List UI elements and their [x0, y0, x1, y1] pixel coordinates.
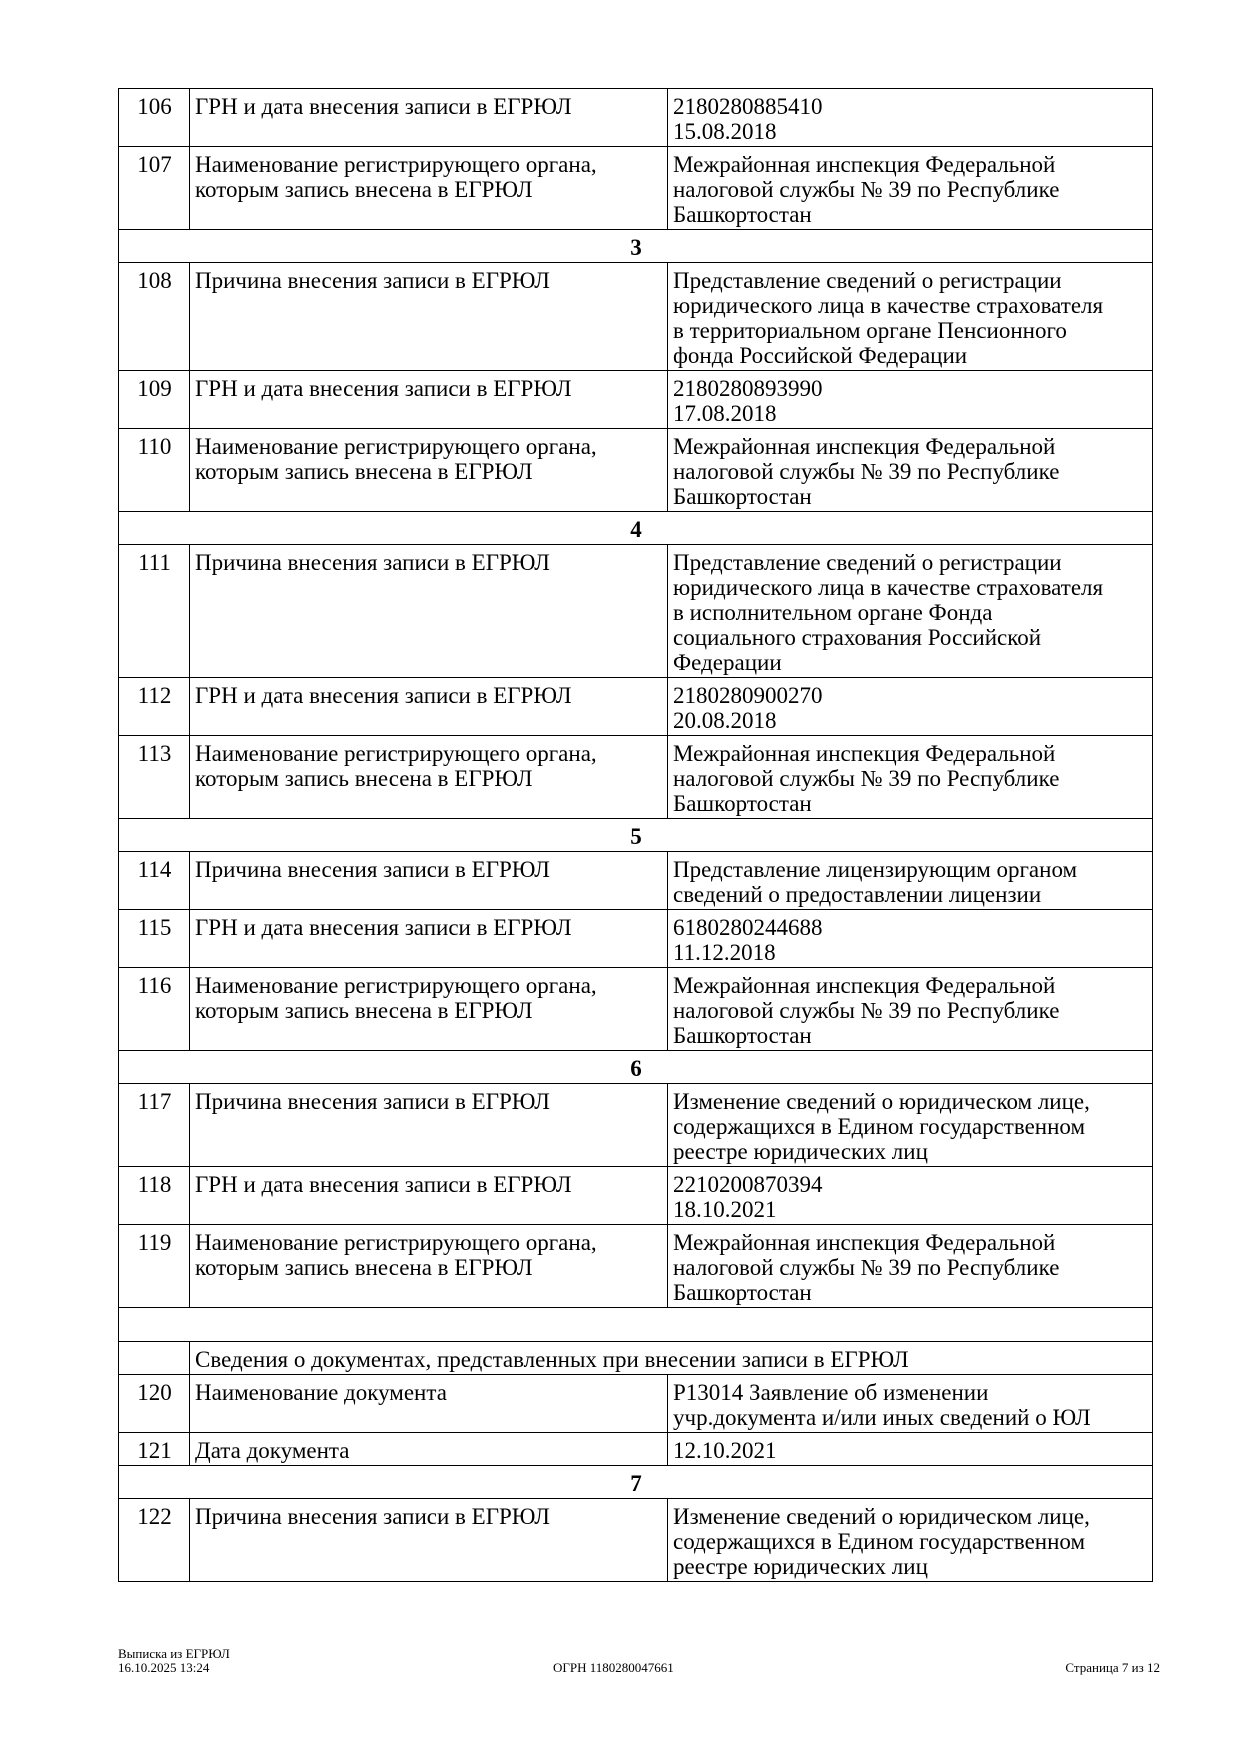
- field-value-line: Изменение сведений о юридическом лице,: [673, 1089, 1090, 1114]
- footer-datetime: 16.10.2025 13:24: [118, 1660, 210, 1675]
- row-number: 111: [119, 545, 190, 678]
- field-label-line: Наименование регистрирующего органа,: [195, 152, 597, 177]
- table-row: [119, 1084, 1153, 1167]
- table-row: [119, 147, 1153, 230]
- field-label-line: Причина внесения записи в ЕГРЮЛ: [195, 268, 550, 293]
- field-label-cell: [190, 1167, 668, 1225]
- field-label-cell: [190, 89, 668, 147]
- field-label-cell: [190, 968, 668, 1051]
- field-value-line: Башкортостан: [673, 202, 812, 227]
- section-number: 3: [119, 230, 1153, 263]
- field-label-line: Наименование регистрирующего органа,: [195, 1230, 597, 1255]
- field-label-cell: [190, 545, 668, 678]
- field-label-line: которым запись внесена в ЕГРЮЛ: [195, 998, 533, 1023]
- table-row: [119, 968, 1153, 1051]
- field-value-line: фонда Российской Федерации: [673, 343, 968, 368]
- table-row: [119, 852, 1153, 910]
- field-label-line: Наименование регистрирующего органа,: [195, 741, 597, 766]
- field-value-cell: [668, 545, 1153, 678]
- field-label-line: ГРН и дата внесения записи в ЕГРЮЛ: [195, 1172, 572, 1197]
- field-value-line: 2210200870394: [673, 1172, 823, 1197]
- field-value-line: в исполнительном органе Фонда: [673, 600, 993, 625]
- field-value-cell: [668, 147, 1153, 230]
- section-number: 6: [119, 1051, 1153, 1084]
- table-row: [119, 736, 1153, 819]
- section-row: [119, 512, 1153, 545]
- field-value-line: содержащихся в Едином государственном: [673, 1529, 1086, 1554]
- table-row: [119, 1375, 1153, 1433]
- field-value-cell: [668, 1084, 1153, 1167]
- field-value-line: налоговой службы № 39 по Республике: [673, 766, 1060, 791]
- field-value-line: Межрайонная инспекция Федеральной: [673, 1230, 1056, 1255]
- field-value-line: социального страхования Российской: [673, 625, 1042, 650]
- subheading-text: Сведения о документах, представленных при внесении записи в ЕГРЮЛ: [190, 1342, 1153, 1375]
- row-number: 121: [119, 1433, 190, 1466]
- field-value-cell: [668, 89, 1153, 147]
- field-value-line: 11.12.2018: [673, 940, 776, 965]
- field-value-line: Представление сведений о регистрации: [673, 268, 1062, 293]
- field-label-cell: [190, 910, 668, 968]
- row-number: 109: [119, 371, 190, 429]
- field-value-line: 15.08.2018: [673, 119, 777, 144]
- field-label-line: Наименование регистрирующего органа,: [195, 973, 597, 998]
- table-row: [119, 678, 1153, 736]
- subheading-row: [119, 1342, 1153, 1375]
- field-value-cell: [668, 1375, 1153, 1433]
- field-value-line: 2180280893990: [673, 376, 823, 401]
- field-label-line: ГРН и дата внесения записи в ЕГРЮЛ: [195, 376, 572, 401]
- field-label-cell: [190, 852, 668, 910]
- field-label-line: которым запись внесена в ЕГРЮЛ: [195, 177, 533, 202]
- field-value-cell: [668, 736, 1153, 819]
- row-number: 106: [119, 89, 190, 147]
- field-label-cell: [190, 1225, 668, 1308]
- field-value-line: юридического лица в качестве страхователя: [673, 575, 1104, 600]
- table-row: [119, 429, 1153, 512]
- subheading-empty-cell: [119, 1342, 190, 1375]
- field-label-cell: [190, 678, 668, 736]
- field-value-cell: [668, 910, 1153, 968]
- row-number: 107: [119, 147, 190, 230]
- row-number: 110: [119, 429, 190, 512]
- footer-left: [118, 1647, 230, 1675]
- field-label-line: которым запись внесена в ЕГРЮЛ: [195, 1255, 533, 1280]
- footer-ogrn: ОГРН 1180280047661: [553, 1660, 674, 1675]
- table-row: [119, 263, 1153, 371]
- field-label-line: Причина внесения записи в ЕГРЮЛ: [195, 1089, 550, 1114]
- field-value-line: Башкортостан: [673, 1023, 812, 1048]
- field-label-line: Причина внесения записи в ЕГРЮЛ: [195, 857, 550, 882]
- field-value-line: 17.08.2018: [673, 401, 777, 426]
- field-value-line: 12.10.2021: [673, 1438, 777, 1463]
- row-number: 116: [119, 968, 190, 1051]
- row-number: 113: [119, 736, 190, 819]
- field-value-line: 6180280244688: [673, 915, 823, 940]
- field-value-cell: [668, 852, 1153, 910]
- field-value-line: Межрайонная инспекция Федеральной: [673, 434, 1056, 459]
- field-label-cell: [190, 429, 668, 512]
- field-value-line: Представление сведений о регистрации: [673, 550, 1062, 575]
- table-row: [119, 1225, 1153, 1308]
- field-value-cell: [668, 1225, 1153, 1308]
- section-row: [119, 230, 1153, 263]
- field-label-line: Наименование регистрирующего органа,: [195, 434, 597, 459]
- field-value-line: Башкортостан: [673, 484, 812, 509]
- field-label-cell: [190, 736, 668, 819]
- section-number: 4: [119, 512, 1153, 545]
- field-label-line: Наименование документа: [195, 1380, 447, 1405]
- field-value-cell: [668, 371, 1153, 429]
- field-label-line: ГРН и дата внесения записи в ЕГРЮЛ: [195, 94, 572, 119]
- field-value-line: Р13014 Заявление об изменении: [673, 1380, 989, 1405]
- section-number: 7: [119, 1466, 1153, 1499]
- field-value-line: содержащихся в Едином государственном: [673, 1114, 1086, 1139]
- field-label-line: ГРН и дата внесения записи в ЕГРЮЛ: [195, 915, 572, 940]
- field-value-line: Башкортостан: [673, 791, 812, 816]
- table-row: [119, 371, 1153, 429]
- table-row: [119, 1433, 1153, 1466]
- table-row: [119, 910, 1153, 968]
- field-value-cell: [668, 263, 1153, 371]
- field-value-line: в территориальном органе Пенсионного: [673, 318, 1067, 343]
- field-value-line: налоговой службы № 39 по Республике: [673, 459, 1060, 484]
- field-value-line: Изменение сведений о юридическом лице,: [673, 1504, 1090, 1529]
- field-label-cell: [190, 1084, 668, 1167]
- row-number: 120: [119, 1375, 190, 1433]
- row-number: 115: [119, 910, 190, 968]
- field-label-cell: [190, 263, 668, 371]
- footer-title: Выписка из ЕГРЮЛ: [118, 1646, 230, 1661]
- field-label-cell: [190, 1499, 668, 1582]
- section-row: [119, 819, 1153, 852]
- field-value-line: юридического лица в качестве страхователя: [673, 293, 1104, 318]
- field-label-line: Причина внесения записи в ЕГРЮЛ: [195, 1504, 550, 1529]
- field-label-cell: [190, 371, 668, 429]
- field-label-cell: [190, 1375, 668, 1433]
- section-row: [119, 1051, 1153, 1084]
- field-value-line: реестре юридических лиц: [673, 1554, 928, 1579]
- field-label-line: ГРН и дата внесения записи в ЕГРЮЛ: [195, 683, 572, 708]
- blank-cell: [119, 1308, 1153, 1342]
- field-label-cell: [190, 147, 668, 230]
- field-value-cell: [668, 1499, 1153, 1582]
- field-value-line: налоговой службы № 39 по Республике: [673, 177, 1060, 202]
- field-value-line: 2180280885410: [673, 94, 823, 119]
- field-value-line: налоговой службы № 39 по Республике: [673, 998, 1060, 1023]
- field-label-cell: [190, 1433, 668, 1466]
- field-label-line: Дата документа: [195, 1438, 350, 1463]
- field-value-line: Федерации: [673, 650, 782, 675]
- field-value-line: 2180280900270: [673, 683, 823, 708]
- blank-row: [119, 1308, 1153, 1342]
- field-value-line: Башкортостан: [673, 1280, 812, 1305]
- row-number: 108: [119, 263, 190, 371]
- field-value-cell: [668, 968, 1153, 1051]
- field-value-line: Межрайонная инспекция Федеральной: [673, 741, 1056, 766]
- field-value-line: Представление лицензирующим органом: [673, 857, 1078, 882]
- field-value-line: 20.08.2018: [673, 708, 777, 733]
- row-number: 112: [119, 678, 190, 736]
- field-label-line: которым запись внесена в ЕГРЮЛ: [195, 766, 533, 791]
- table-row: [119, 89, 1153, 147]
- field-value-cell: [668, 429, 1153, 512]
- row-number: 114: [119, 852, 190, 910]
- field-value-cell: [668, 678, 1153, 736]
- field-value-line: сведений о предоставлении лицензии: [673, 882, 1042, 907]
- section-row: [119, 1466, 1153, 1499]
- field-value-line: 18.10.2021: [673, 1197, 777, 1222]
- row-number: 122: [119, 1499, 190, 1582]
- footer-page-number: Страница 7 из 12: [1065, 1660, 1160, 1675]
- row-number: 117: [119, 1084, 190, 1167]
- field-value-line: Межрайонная инспекция Федеральной: [673, 152, 1056, 177]
- table-row: [119, 545, 1153, 678]
- row-number: 119: [119, 1225, 190, 1308]
- section-number: 5: [119, 819, 1153, 852]
- field-value-cell: [668, 1433, 1153, 1466]
- field-label-line: которым запись внесена в ЕГРЮЛ: [195, 459, 533, 484]
- field-label-line: Причина внесения записи в ЕГРЮЛ: [195, 550, 550, 575]
- field-value-line: реестре юридических лиц: [673, 1139, 928, 1164]
- field-value-line: налоговой службы № 39 по Республике: [673, 1255, 1060, 1280]
- field-value-line: Межрайонная инспекция Федеральной: [673, 973, 1056, 998]
- table-row: [119, 1499, 1153, 1582]
- row-number: 118: [119, 1167, 190, 1225]
- egrul-table: [118, 88, 1153, 1582]
- field-value-line: учр.документа и/или иных сведений о ЮЛ: [673, 1405, 1091, 1430]
- field-value-cell: [668, 1167, 1153, 1225]
- table-row: [119, 1167, 1153, 1225]
